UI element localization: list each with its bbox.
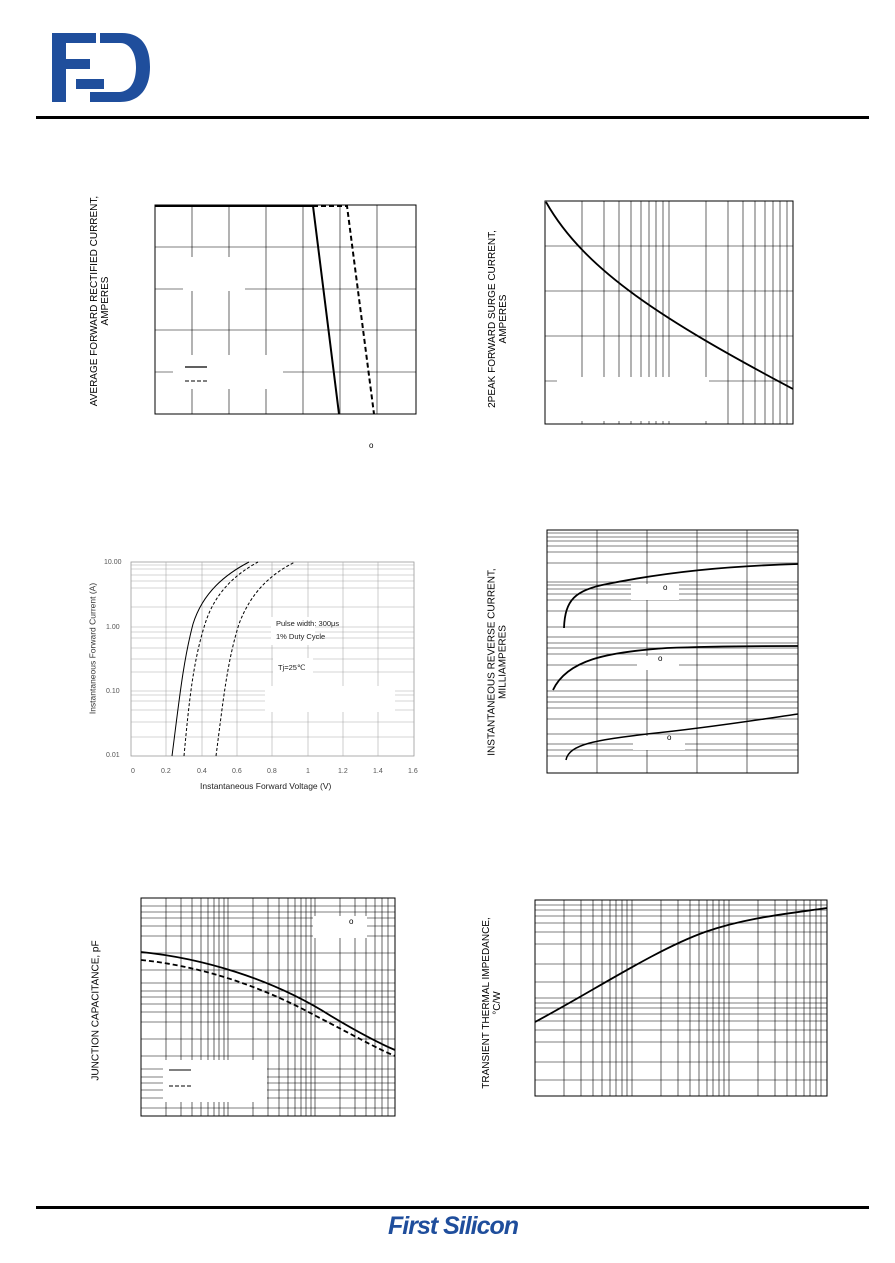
fig4-degree-1: o <box>663 583 668 592</box>
fig3-note-tj: Tj=25℃ <box>278 663 306 672</box>
fig3-xtick: 0 <box>131 768 135 775</box>
fig4-ylabel: INSTANTANEOUS REVERSE CURRENT, MILLIAMPERES <box>486 568 509 756</box>
fig3-chart <box>131 562 416 758</box>
fig4-chart <box>547 530 800 775</box>
fig3-ytick: 1.00 <box>106 624 120 631</box>
fig3-xtick: 1.6 <box>408 768 418 775</box>
fig4-degree-3: o <box>667 733 672 742</box>
fig3-xtick: 0.6 <box>232 768 242 775</box>
fig5-degree: o <box>349 917 354 926</box>
fs-logo <box>52 33 150 103</box>
fig3-ytick: 0.10 <box>106 688 120 695</box>
fig1-degree: o <box>369 441 374 450</box>
fig3-xtick: 0.2 <box>161 768 171 775</box>
header-rule <box>36 116 869 119</box>
fig3-ylabel: Instantaneous Forward Current (A) <box>87 582 98 715</box>
fig5-chart <box>141 898 397 1118</box>
fig3-ytick: 10.00 <box>104 559 122 566</box>
fig3-xtick: 0.4 <box>197 768 207 775</box>
footer-brand-logo: First Silicon <box>388 1212 519 1240</box>
fig4-degree-2: o <box>658 654 663 663</box>
fig1-chart <box>155 205 417 415</box>
fig2-ylabel: 2PEAK FORWARD SURGE CURRENT, AMPERES <box>487 230 509 408</box>
fig3-note-pulse: Pulse width: 300μs <box>276 619 340 628</box>
fig1-ylabel: AVERAGE FORWARD RECTIFIED CURRENT, AMPERES <box>89 195 111 407</box>
fig3-ytick: 0.01 <box>106 752 120 759</box>
fig6-chart <box>535 900 829 1098</box>
fig2-chart <box>545 201 795 426</box>
fig3-xlabel: Instantaneous Forward Voltage (V) <box>200 781 332 791</box>
fig3-note-duty: 1% Duty Cycle <box>276 632 326 641</box>
fig3-xtick: 1.4 <box>373 768 383 775</box>
fig3-xtick: 0.8 <box>267 768 277 775</box>
fig3-xtick: 1.2 <box>338 768 348 775</box>
fig5-ylabel: JUNCTION CAPACITANCE, pF <box>90 940 102 1081</box>
footer-rule <box>36 1206 869 1209</box>
fig6-ylabel: TRANSIENT THERMAL IMPEDANCE, °C/W <box>481 917 503 1089</box>
fig3-xtick: 1 <box>306 768 310 775</box>
